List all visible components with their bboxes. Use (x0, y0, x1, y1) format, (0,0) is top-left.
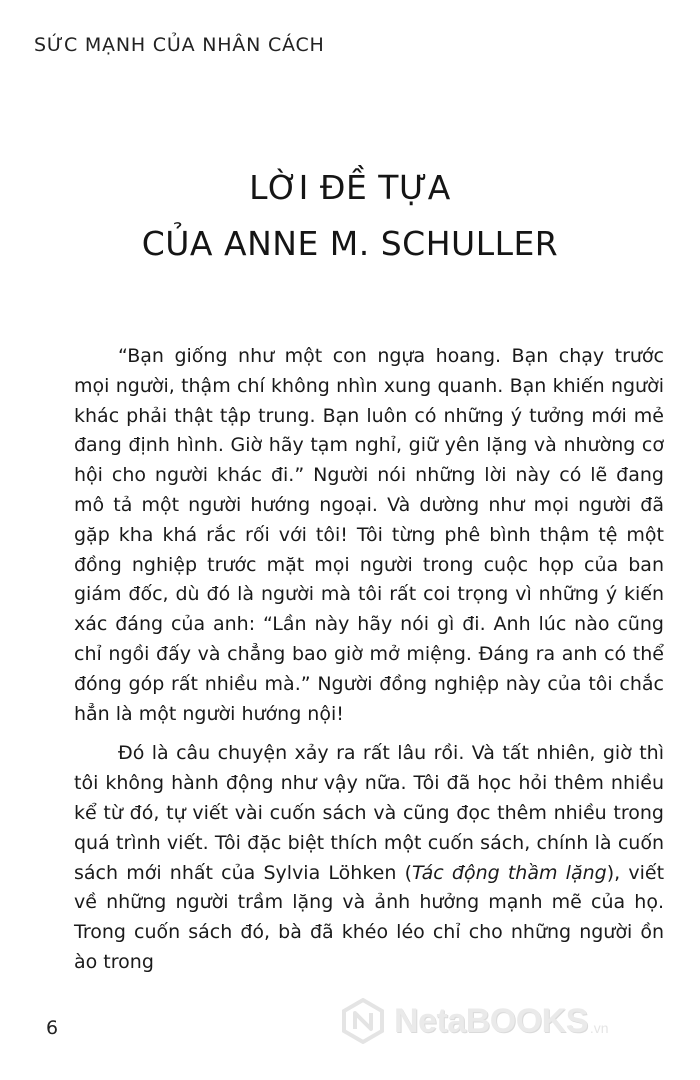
chapter-title-line-1: LỜI ĐỀ TỰA (249, 168, 451, 207)
page-number: 6 (46, 1017, 59, 1039)
chapter-title-line-2: CỦA ANNE M. SCHULLER (141, 224, 559, 263)
paragraph-1: “Bạn giống như một con ngựa hoang. Bạn chạy trước mọi người, thậm chí không nhìn xung quanh. Bạn khiến người khác phải thật tập trung. Bạn luôn có những ý tưởng mới mẻ đang định hình. Giờ hãy tạm nghỉ, giữ yên lặng và nhường cơ hội cho người khác đi.” Người nói những lời này có lẽ đang mô tả một người hướng ngoại. Và dường như mọi người đã gặp kha khá rắc rối với tôi! Tôi từng phê bình thậm tệ một đồng nghiệp trước mặt mọi người trong cuộc họp của ban giám đốc, dù đó là người mà tôi rất coi trọng vì những ý kiến xác đáng của anh: “Lần này hãy nói gì đi. Anh lúc nào cũng chỉ ngồi đấy và chẳng bao giờ mở miệng. Đáng ra anh có thể đóng góp rất nhiều mà.” Người đồng nghiệp này của tôi chắc hẳn là một người hướng nội! (74, 345, 664, 725)
watermark-suffix: .vn (589, 1020, 609, 1036)
book-title-italic: Tác động thầm lặng (412, 861, 607, 884)
body-text (74, 342, 664, 978)
watermark-brand: NetaBOOKS (394, 1001, 588, 1040)
running-header: SỨC MẠNH CỦA NHÂN CÁCH (34, 34, 325, 56)
paragraph-2-text-start: Đó là câu chuyện xảy ra rất lâu rồi. Và tất nhiên, giờ thì tôi không hành động như vậy nữa. Tôi đã học hỏi thêm nhiều kể từ đó, tự viết vài cuốn sách và cũng đọc thêm nhiều trong quá trình viết. Tôi đặc biệt thích một cuốn sách, chính là cuốn sách mới nhất của Sylvia Löhken ( (74, 742, 664, 884)
watermark (340, 998, 609, 1044)
paragraph-2-text-end: ), viết về những người trầm lặng và ảnh hưởng mạnh mẽ của họ. Trong cuốn sách đó, bà đã khéo léo chỉ cho những người ồn ào trong (74, 861, 665, 973)
netabooks-logo-icon (340, 998, 386, 1044)
paragraph-2 (74, 739, 664, 977)
